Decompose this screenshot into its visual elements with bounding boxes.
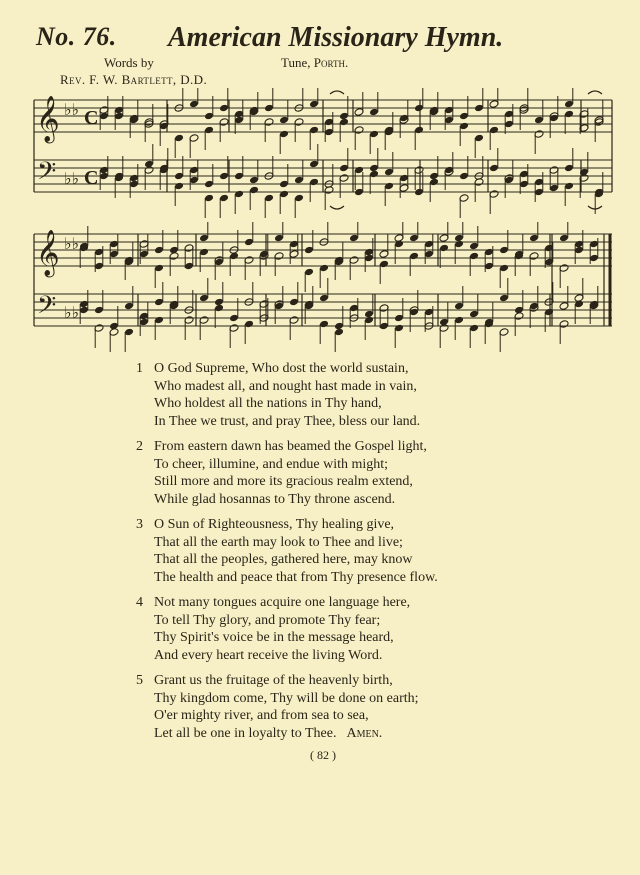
verse-line-text: Who madest all, and nought hast made in vain, (154, 378, 417, 394)
verse-number: 5 (136, 673, 143, 688)
barlines (34, 234, 610, 326)
notes-bass (79, 278, 599, 352)
verse-line-text: In Thee we trust, and pray Thee, bless our land. (154, 413, 421, 429)
verse-line-text: To tell Thy glory, and promote Thy fear; (154, 612, 381, 628)
notes-treble (99, 88, 604, 158)
verse-line (154, 569, 438, 587)
verse-line (154, 725, 438, 743)
verse-line (154, 534, 438, 552)
treble-clef-icon: 𝄞 (36, 230, 60, 276)
verse-line-text: O'er mighty river, and from sea to sea, (154, 708, 369, 723)
music-system-2 (0, 222, 640, 356)
verse-line (154, 516, 438, 534)
verse-line-text: To cheer, illumine, and endue with might; (154, 456, 389, 472)
verse-number: 1 (136, 361, 143, 376)
verse-number: 3 (136, 517, 143, 532)
verse-line-text: Still more and more its gracious realm extend, (154, 474, 413, 489)
tune-label: Tune, (281, 55, 311, 70)
key-signature-flats: ♭♭ (64, 102, 80, 119)
verse-line (154, 672, 438, 690)
amen: Amen. (346, 725, 383, 741)
verse-line-text: From eastern dawn has beamed the Gospel light, (154, 439, 427, 454)
verse-line-text: Thy kingdom come, Thy will be done on earth; (154, 690, 419, 706)
verse-line (154, 413, 438, 431)
verse-line (154, 594, 438, 612)
key-signature-flats-bass: ♭♭ (64, 305, 80, 322)
verse-line-text: The health and peace that from Thy presence flow. (154, 569, 438, 585)
verse-line (154, 491, 438, 509)
verse-line (154, 629, 438, 647)
verse-line (154, 707, 438, 725)
bass-clef-icon: 𝄢 (37, 157, 57, 192)
music-system-1 (0, 88, 640, 222)
verse-line (154, 456, 438, 474)
time-signature: C (84, 107, 99, 129)
tune-credit (281, 55, 348, 71)
verse-line (154, 473, 438, 491)
verse-line-text: That all the peoples, gathered here, may know (154, 552, 413, 567)
page-number: ( 82 ) (310, 748, 336, 762)
verse-line (154, 378, 438, 396)
words-label: Words by (104, 55, 154, 70)
verse-line-text: That all the earth may look to Thee and live; (154, 534, 403, 550)
verse-line-text: O Sun of Righteousness, Thy healing give, (154, 517, 395, 532)
hymn-verses (130, 360, 438, 750)
verse-line (154, 551, 438, 569)
verse-line (154, 395, 438, 413)
notes-treble (79, 222, 599, 292)
verse-line-text: Thy Spirit's voice be in the message heard, (154, 630, 394, 645)
fermata-icon (330, 91, 602, 209)
verse-line-text: O God Supreme, Who dost the world sustain, (154, 361, 409, 376)
verse-line-text: Grant us the fruitage of the heavenly birth, (154, 673, 393, 688)
verse-line (154, 690, 438, 708)
verse-number: 4 (136, 595, 143, 610)
author-credit: Rev. F. W. Bartlett, D.D. (60, 72, 208, 87)
verse-line (154, 647, 438, 665)
verse-1 (130, 360, 438, 430)
verse-line-text: While glad hosannas to Thy throne ascend. (154, 491, 396, 507)
verse-5 (130, 672, 438, 742)
verse-2 (130, 438, 438, 508)
verse-line-text: Who holdest all the nations in Thy hand, (154, 396, 382, 411)
key-signature-flats-bass: ♭♭ (64, 171, 80, 188)
time-signature-bass: C (84, 167, 99, 189)
verse-number: 2 (136, 439, 143, 454)
key-signature-flats: ♭♭ (64, 236, 80, 253)
bass-clef-icon: 𝄢 (37, 291, 57, 326)
verse-line (154, 612, 438, 630)
treble-clef-icon: 𝄞 (36, 96, 60, 142)
verse-line-text: Let all be one in loyalty to Thee. (154, 725, 337, 741)
hymn-number: No. 76. (36, 22, 117, 51)
tune-name: Porth. (313, 55, 349, 70)
verse-3 (130, 516, 438, 586)
verse-line (154, 360, 438, 378)
verse-line-text: Not many tongues acquire one language here, (154, 595, 411, 610)
verse-line (154, 438, 438, 456)
verse-line-text: And every heart receive the living Word. (154, 647, 383, 663)
hymn-title: American Missionary Hymn. (168, 22, 504, 53)
verse-4 (130, 594, 438, 664)
